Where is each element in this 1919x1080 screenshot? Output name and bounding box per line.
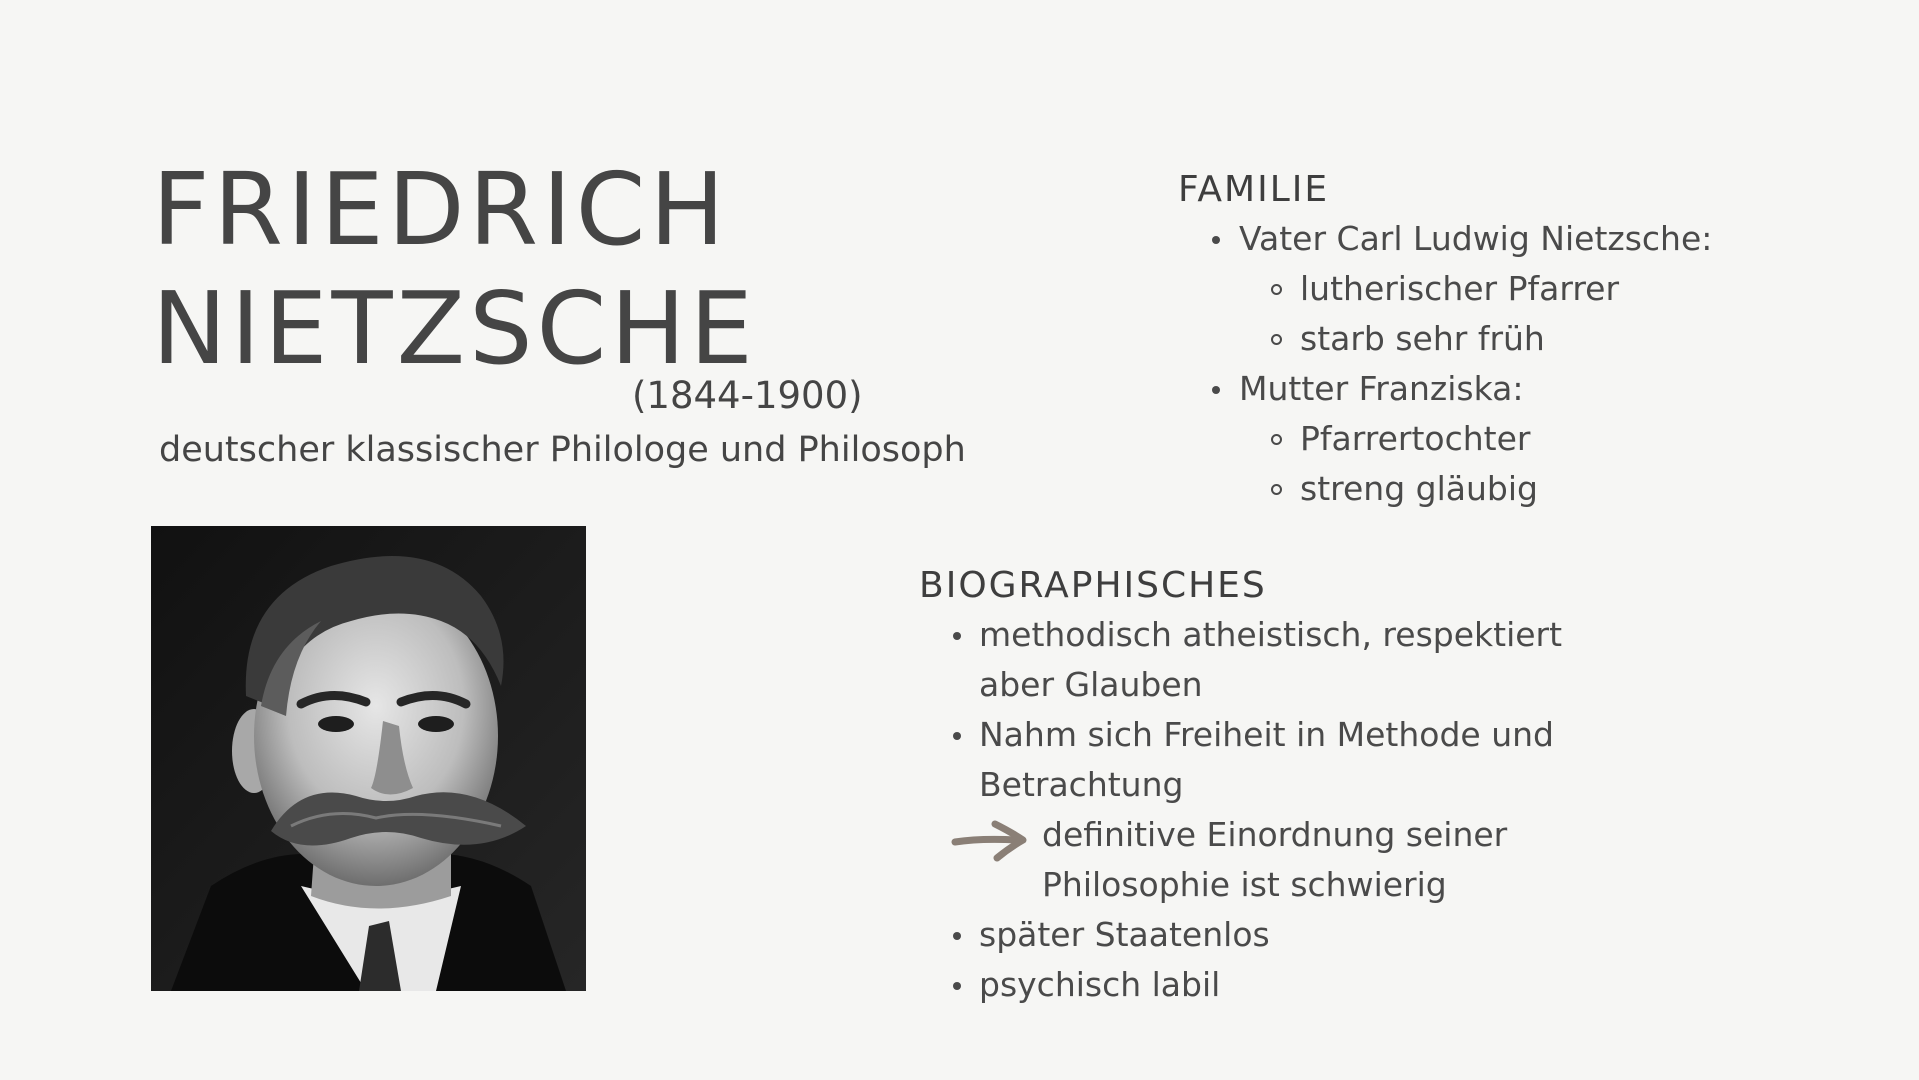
biography-heading: BIOGRAPHISCHES xyxy=(919,565,1267,606)
family-section xyxy=(1178,166,1878,514)
list-item-mother: Mutter Franziska: xyxy=(1178,364,1878,414)
list-item-bio: Nahm sich Freiheit in Methode und Betrachtung xyxy=(919,710,1569,810)
list-item-bio: später Staatenlos xyxy=(919,910,1569,960)
portrait-illustration xyxy=(151,526,586,991)
list-item-arrow-note xyxy=(919,810,1632,910)
portrait-photo xyxy=(151,526,586,991)
life-years: (1844-1900) xyxy=(632,374,863,417)
page-title xyxy=(152,150,757,388)
subtitle: deutscher klassischer Philologe und Philosoph xyxy=(159,430,966,470)
list-item-bio: methodisch atheistisch, respektiert aber Glauben xyxy=(919,610,1569,710)
family-list xyxy=(1178,214,1878,514)
list-item-bio: psychisch labil xyxy=(919,960,1569,1010)
biography-section xyxy=(919,562,1619,1010)
list-item-father-detail: starb sehr früh xyxy=(1178,314,1878,364)
biography-list xyxy=(919,610,1619,1010)
list-item-father: Vater Carl Ludwig Nietzsche: xyxy=(1178,214,1878,264)
title-first-name: FRIEDRICH xyxy=(152,151,729,268)
list-item-father-detail: lutherischer Pfarrer xyxy=(1178,264,1878,314)
list-item-mother-detail: Pfarrertochter xyxy=(1178,414,1878,464)
title-last-name: NIETZSCHE xyxy=(152,270,757,387)
arrow-note-text: definitive Einordnung seiner Philosophie ist schwierig xyxy=(1042,815,1508,904)
family-heading: FAMILIE xyxy=(1178,169,1330,210)
list-item-mother-detail: streng gläubig xyxy=(1178,464,1878,514)
arrow-right-icon xyxy=(951,818,1031,862)
